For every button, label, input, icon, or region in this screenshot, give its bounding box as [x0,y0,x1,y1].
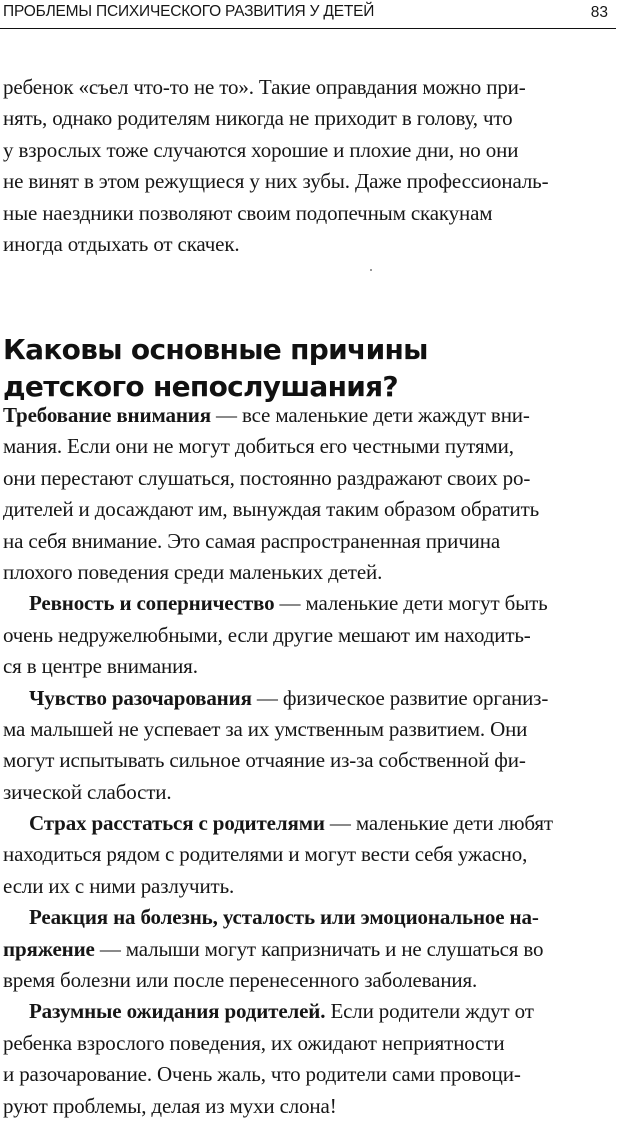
line-text: — малыши могут капризничать и не слушаться во [94,936,544,961]
intro-paragraph [3,72,613,260]
text-line: иногда отдыхать от скачек. [3,231,240,256]
causes-list [3,400,613,1122]
term: Ревность и соперничество [29,591,275,616]
text-line: и разочарование. Очень жаль, что родители сами провоци- [3,1062,521,1087]
line-text: — физическое развитие организ- [251,685,549,710]
term: Чувство разочарования [29,685,252,710]
paragraph-separation [3,808,613,902]
section-heading [3,331,613,405]
text-line: могут испытывать сильное отчаяние из-за собственной фи- [3,748,526,773]
heading-line: Каковы основные причины [3,333,428,367]
running-title: ПРОБЛЕМЫ ПСИХИЧЕСКОГО РАЗВИТИЯ У ДЕТЕЙ [3,3,375,20]
page-number: 83 [590,4,608,21]
term: пряжение [3,936,95,961]
text-line: находиться рядом с родителями и могут вести себя ужасно, [3,842,528,867]
text-line [3,400,613,431]
text-line: у взрослых тоже случаются хорошие и плохие дни, но они [3,137,519,162]
text-line: плохого поведения среди маленьких детей. [3,559,383,584]
paragraph-attention [3,400,613,588]
paragraph-expectations [3,996,613,1122]
text-line [3,996,613,1027]
text-line: зической слабости. [3,779,172,804]
text-line: нять, однако родителям никогда не приходит в голову, что [3,106,513,131]
text-line [3,934,613,965]
text-line [3,808,613,839]
text-line: на себя внимание. Это самая распространенная причина [3,528,501,553]
text-line: руют проблемы, делая из мухи слона! [3,1093,337,1118]
text-line: ма малышей не успевает за их умственным развитием. Они [3,716,528,741]
text-line: очень недружелюбными, если другие мешают им находить- [3,622,531,647]
paragraph-jealousy [3,588,613,682]
text-line: ные наездники позволяют своим подопечным скакунам [3,200,493,225]
line-text: — маленькие дети могут быть [274,591,548,616]
header-rule [0,28,616,29]
term: Требование внимания [3,403,211,427]
text-line: дителей и досаждают им, вынуждая таким образом обратить [3,497,540,522]
line-text: — маленькие дети любят [324,811,553,836]
line-text: — все маленькие дети жаждут вни- [210,403,530,427]
text-line: не винят в этом режущиеся у них зубы. Даже профессиональ- [3,169,549,194]
text-line: мания. Если они не могут добиться его честными путями, [3,434,514,459]
heading-line: детского непослушания? [3,370,398,404]
text-line: ребенка взрослого поведения, их ожидают неприятности [3,1030,505,1055]
text-line [3,683,613,714]
scan-speck [370,269,372,271]
text-line [3,902,613,933]
text-line [3,588,613,619]
paragraph-frustration [3,683,613,809]
text-line: время болезни или после перенесенного заболевания. [3,968,478,993]
term: Реакция на болезнь, усталость или эмоциональное на- [29,905,539,930]
paragraph-illness [3,902,613,996]
text-line: ребенок «съел что-то не то». Такие оправдания можно при- [3,75,526,99]
running-header [0,0,616,30]
text-line: ся в центре внимания. [3,654,198,679]
term: Разумные ожидания родителей. [29,999,326,1024]
text-line: они перестают слушаться, постоянно раздражают своих ро- [3,465,531,490]
term: Страх расстаться с родителями [29,811,325,836]
text-line: если их с ними разлучить. [3,873,235,898]
line-text: Если родители ждут от [325,999,534,1024]
